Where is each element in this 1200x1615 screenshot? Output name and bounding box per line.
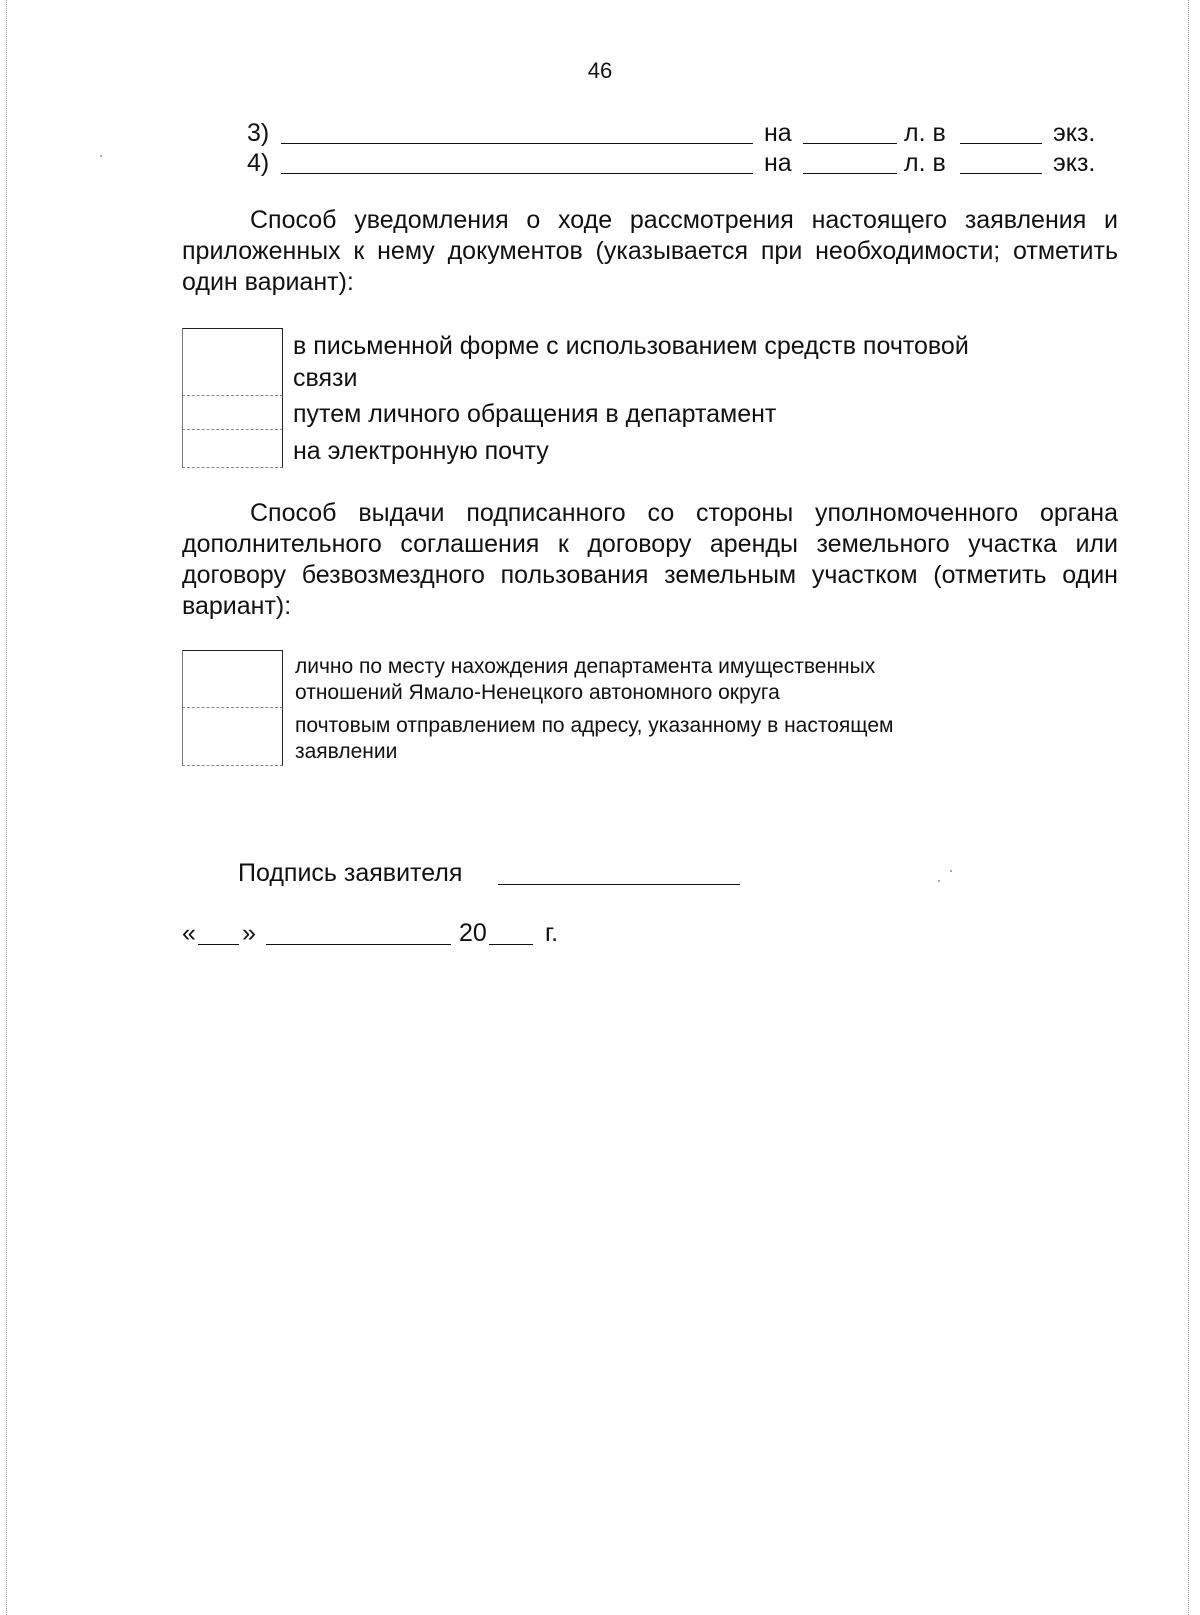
copies-word: экз. — [1053, 119, 1096, 147]
notification-option-in-person-label: путем личного обращения в департамент — [293, 400, 777, 428]
option-label-line: почтовым отправлением по адресу, указанному в настоящем — [295, 714, 894, 737]
scan-edge-right — [1188, 0, 1189, 1615]
sheets-count-blank[interactable] — [803, 173, 897, 174]
delivery-option-in-person-label — [295, 654, 875, 706]
on-word: на — [764, 149, 792, 177]
option-label-line: лично по месту нахождения департамента имущественных — [295, 655, 876, 678]
notification-option-postal-checkbox[interactable] — [182, 328, 283, 396]
on-word: на — [764, 119, 792, 147]
option-label-line: связи — [293, 364, 358, 392]
date-year-blank[interactable] — [489, 944, 533, 945]
date-month-blank[interactable] — [266, 944, 451, 945]
date-year-prefix: 20 — [459, 919, 487, 947]
scan-speck — [938, 880, 940, 882]
notification-option-in-person-checkbox[interactable] — [182, 396, 283, 430]
attachment-number: 3) — [247, 119, 270, 147]
applicant-signature-label: Подпись заявителя — [238, 859, 463, 887]
scan-speck — [950, 870, 952, 872]
delivery-method-intro: Способ выдачи подписанного со стороны уполномоченного органа дополнительного соглашения к договору аренды земельного участка или договору безвозмездного пользования земельным участком (отметить один вариант): — [182, 499, 1118, 620]
notification-method-intro: Способ уведомления о ходе рассмотрения настоящего заявления и приложенных к нему документов (указывается при необходимости; отметить один вариант): — [182, 206, 1118, 296]
document-name-blank[interactable] — [281, 173, 753, 174]
notification-option-email-label: на электронную почту — [293, 437, 549, 465]
notification-option-postal-label — [293, 330, 969, 394]
delivery-option-postal-checkbox[interactable] — [182, 708, 283, 766]
option-label-line: заявлении — [295, 740, 398, 763]
delivery-option-postal-label — [295, 713, 893, 765]
attachment-number: 4) — [247, 149, 270, 177]
delivery-option-in-person-checkbox[interactable] — [182, 650, 283, 708]
copies-word: экз. — [1053, 149, 1096, 177]
copies-count-blank[interactable] — [960, 143, 1042, 144]
option-label-line: отношений Ямало-Ненецкого автономного округа — [295, 681, 780, 704]
date-open-quote: « — [182, 919, 196, 947]
applicant-signature-blank[interactable] — [498, 884, 740, 885]
scan-speck — [100, 155, 102, 157]
date-year-suffix: г. — [545, 919, 559, 947]
document-name-blank[interactable] — [281, 143, 753, 144]
attachment-line — [247, 148, 1107, 178]
sheets-word: л. в — [904, 119, 946, 147]
date-close-quote: » — [242, 919, 256, 947]
sheets-count-blank[interactable] — [803, 143, 897, 144]
copies-count-blank[interactable] — [960, 173, 1042, 174]
option-label-line: в письменной форме с использованием средств почтовой — [293, 332, 969, 360]
attachment-line — [247, 118, 1107, 148]
notification-option-email-checkbox[interactable] — [182, 430, 283, 468]
scan-edge-left — [6, 0, 7, 1615]
page-number: 46 — [587, 58, 613, 83]
date-day-blank[interactable] — [198, 944, 239, 945]
sheets-word: л. в — [904, 149, 946, 177]
